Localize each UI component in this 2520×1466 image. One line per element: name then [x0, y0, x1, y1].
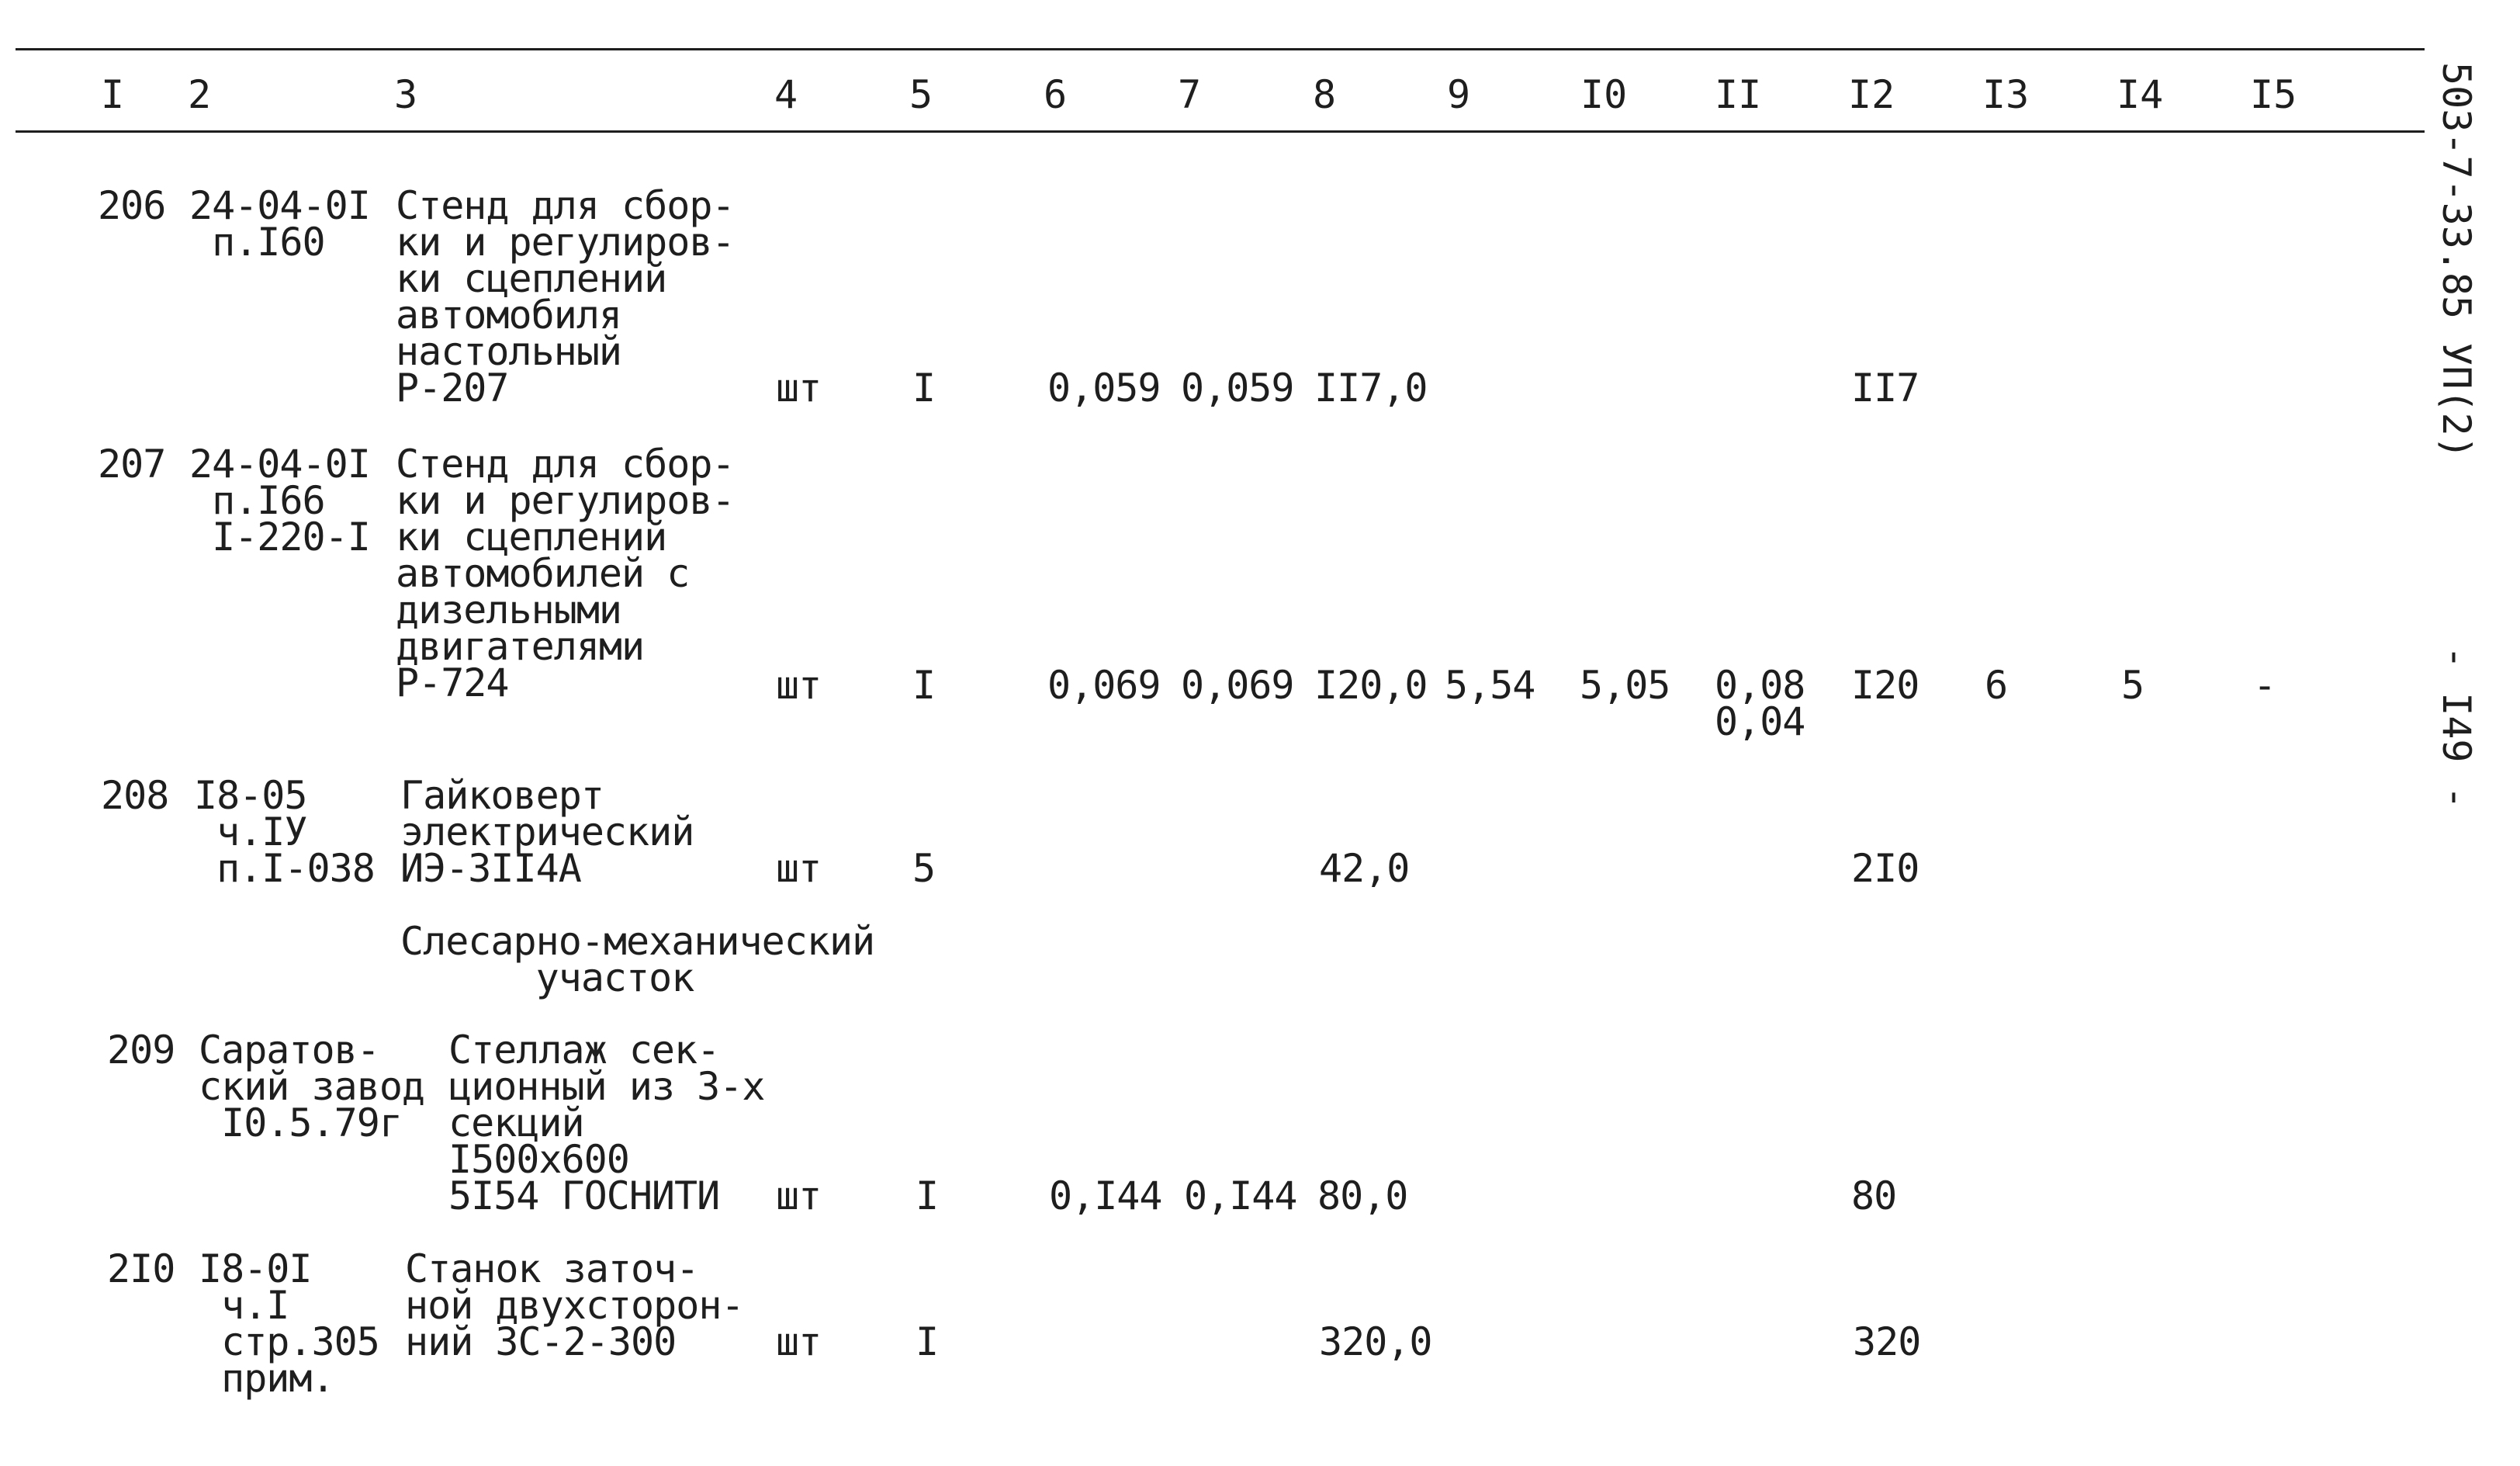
row-col10: 5,05	[1580, 663, 1670, 708]
row-name: Стеллаж сек- ционный из 3-х секций I500х600 5I54 ГОСНИТИ	[448, 1028, 765, 1218]
header-top-rule	[16, 48, 2425, 50]
row-col11: 0,08 0,04	[1715, 663, 1805, 744]
row-col9: 5,54	[1445, 663, 1535, 708]
col-header-9: 9	[1447, 72, 1471, 117]
row-col12: II7	[1851, 366, 1919, 411]
row-number: 206	[98, 183, 166, 228]
row-quantity: I	[912, 663, 936, 708]
row-col12: I20	[1851, 663, 1919, 708]
row-col14: 5	[2121, 663, 2144, 708]
col-header-5: 5	[909, 72, 933, 117]
row-quantity: I	[912, 366, 936, 411]
row-quantity: 5	[912, 846, 936, 891]
row-col6: 0,069	[1047, 663, 1161, 708]
row-reference: Саратов- ский завод I0.5.79г	[199, 1028, 425, 1145]
row-name: Станок заточ- ной двухсторон- ний 3С-2-300	[405, 1246, 744, 1364]
row-unit: шт	[776, 846, 822, 891]
row-name: Гайковерт электрический ИЭ-3II4А	[400, 773, 694, 891]
row-number: 207	[98, 442, 166, 487]
col-header-2: 2	[188, 72, 212, 117]
col-header-12: I2	[1848, 72, 1895, 117]
col-header-7: 7	[1178, 72, 1202, 117]
row-reference: 24-04-0I п.I60	[189, 183, 370, 265]
section-heading: Слесарно-механический участок	[400, 919, 875, 1000]
row-reference: I8-0I ч.I стр.305 прим.	[199, 1246, 379, 1401]
row-col12: 320	[1853, 1319, 1921, 1364]
col-header-15: I5	[2250, 72, 2297, 117]
row-quantity: I	[916, 1319, 939, 1364]
row-col15: -	[2253, 663, 2276, 708]
row-reference: 24-04-0I п.I66 I-220-I	[189, 442, 370, 560]
row-unit: шт	[776, 663, 822, 708]
col-header-6: 6	[1044, 72, 1068, 117]
col-header-11: II	[1715, 72, 1762, 117]
row-reference: I8-05 ч.IУ п.I-038	[194, 773, 375, 891]
col-header-14: I4	[2117, 72, 2164, 117]
col-header-13: I3	[1982, 72, 2030, 117]
row-col8: II7,0	[1314, 366, 1428, 411]
row-col8: 80,0	[1317, 1173, 1408, 1218]
header-bottom-rule	[16, 130, 2425, 133]
row-col13: 6	[1985, 663, 2008, 708]
col-header-8: 8	[1313, 72, 1337, 117]
row-col8: 320,0	[1319, 1319, 1432, 1364]
row-quantity: I	[916, 1173, 939, 1218]
col-header-3: 3	[394, 72, 418, 117]
col-header-10: I0	[1580, 72, 1628, 117]
document-code-label: 503-7-33.85 УП(2)	[2434, 62, 2479, 459]
row-unit: шт	[776, 366, 822, 411]
row-col12: 80	[1851, 1173, 1897, 1218]
row-number: 209	[107, 1028, 175, 1073]
row-col12: 2I0	[1851, 846, 1919, 891]
row-unit: шт	[776, 1319, 822, 1364]
row-col7: 0,I44	[1184, 1173, 1297, 1218]
row-col7: 0,069	[1181, 663, 1294, 708]
row-number: 208	[101, 773, 169, 818]
row-col7: 0,059	[1181, 366, 1294, 411]
row-unit: шт	[776, 1173, 822, 1218]
row-col6: 0,059	[1047, 366, 1161, 411]
row-number: 2I0	[107, 1246, 175, 1291]
col-header-1: I	[101, 72, 125, 117]
row-col8: 42,0	[1319, 846, 1410, 891]
row-col6: 0,I44	[1049, 1173, 1162, 1218]
page-number-label: - I49 -	[2434, 646, 2479, 809]
row-col8: I20,0	[1314, 663, 1428, 708]
col-header-4: 4	[774, 72, 798, 117]
row-name: Стенд для сбор- ки и регулиров- ки сцеплений автомобилей с дизельными двигателями Р-724	[396, 442, 735, 705]
row-name: Стенд для сбор- ки и регулиров- ки сцеплений автомобиля настольный Р-207	[396, 183, 735, 411]
